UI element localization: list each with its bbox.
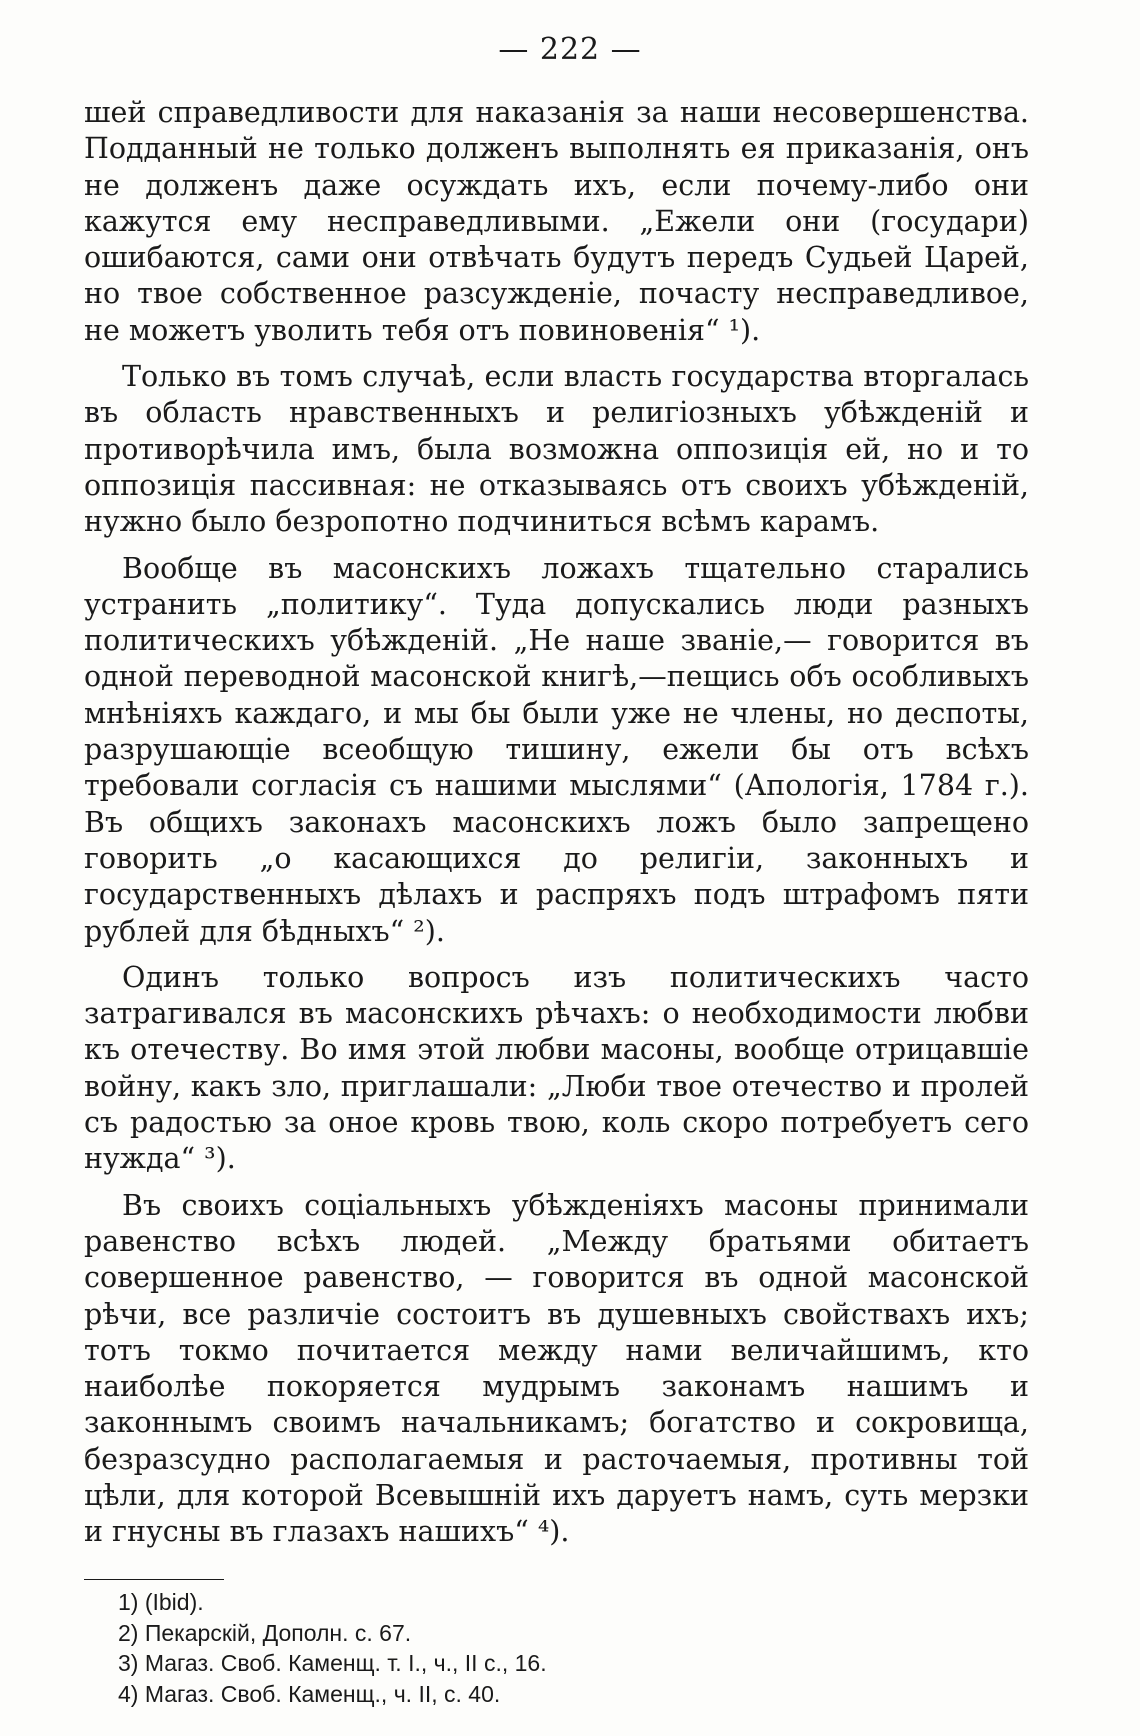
paragraph-4: Одинъ только вопросъ изъ политическихъ часто затрагивался въ масонскихъ рѣчахъ: о необходимости любви къ отечеству. Во имя этой любви масоны, вообще отрицавшіе войну, какъ зло, приглашали: „Люби твое отечество и пролей съ радостью за оное кровь твою, коль скоро потребуетъ сего нужда“ ³). [84, 960, 1029, 1176]
footnote-text: Магаз. Своб. Каменщ., ч. II, с. 40. [144, 1680, 501, 1707]
footnote-marker: 3) [118, 1650, 139, 1676]
body-text [84, 95, 1029, 1551]
footnote-4 [118, 1679, 998, 1710]
paragraph-2: Только въ томъ случаѣ, если власть государства вторгалась въ область нравственныхъ и религіозныхъ убѣжденій и противорѣчила имъ, была возможна оппозиція ей, но и то оппозиція пассивная: не отказываясь отъ своихъ убѣжденій, нужно было безропотно подчиниться всѣмъ карамъ. [84, 360, 1029, 539]
footnotes [118, 1587, 998, 1709]
paragraph-5: Въ своихъ соціальныхъ убѣжденіяхъ масоны принимали равенство всѣхъ людей. „Между братьями обитаетъ совершенное равенство, — говорится въ одной масонской рѣчи, все различіе состоитъ въ душевныхъ свойствахъ ихъ; тотъ токмо почитается между нами величайшимъ, кто наиболѣе покоряется мудрымъ законамъ нашимъ и законнымъ своимъ начальникамъ; богатство и сокровища, безразсудно располагаемыя и расточаемыя, противны той цѣли, для которой Всевышній ихъ даруетъ намъ, суть мерзки и гнусны въ глазахъ нашихъ“ ⁴). [84, 1188, 1029, 1549]
paragraph-3: Вообще въ масонскихъ ложахъ тщательно старались устранить „политику“. Туда допускались люди разныхъ политическихъ убѣжденій. „Не наше званіе,— говорится въ одной переводной масонской книгѣ,—пещись объ особливыхъ мнѣніяхъ каждаго, и мы бы были уже не члены, но деспоты, разрушающіе всеобщую тишину, ежели бы отъ всѣхъ требовали согласія съ нашими мыслями“ (Апологія, 1784 г.). Въ общихъ законахъ масонскихъ ложъ было запрещено говорить „о касающихся до религіи, законныхъ и государственныхъ дѣлахъ и распряхъ подъ штрафомъ пяти рублей для бѣдныхъ“ ²). [84, 551, 1029, 948]
paragraph-1: шей справедливости для наказанія за наши несовершенства. Подданный не только долженъ выполнять ея приказанія, онъ не долженъ даже осуждать ихъ, если почему-либо они кажутся ему несправедливыми. „Ежели они (государи) ошибаются, сами они отвѣчать будутъ передъ Судьей Царей, но твое собственное разсужденіе, почасту несправедливое, не можетъ уволить тебя отъ повиновенія“ ¹). [84, 96, 1029, 347]
footnote-2 [118, 1618, 998, 1649]
footnote-1 [118, 1587, 998, 1618]
footnote-text: Пекарскій, Дополн. с. 67. [144, 1619, 412, 1646]
footnote-3 [118, 1648, 998, 1679]
footnote-text: Магаз. Своб. Каменщ. т. I., ч., II с., 16. [144, 1650, 547, 1676]
page-number: — 222 — [498, 32, 642, 67]
footnote-marker: 1) [118, 1589, 139, 1615]
footnote-divider [84, 1579, 224, 1580]
footnote-text: (Ibid). [144, 1589, 204, 1615]
footnote-marker: 4) [118, 1680, 139, 1707]
footnote-marker: 2) [118, 1619, 139, 1646]
